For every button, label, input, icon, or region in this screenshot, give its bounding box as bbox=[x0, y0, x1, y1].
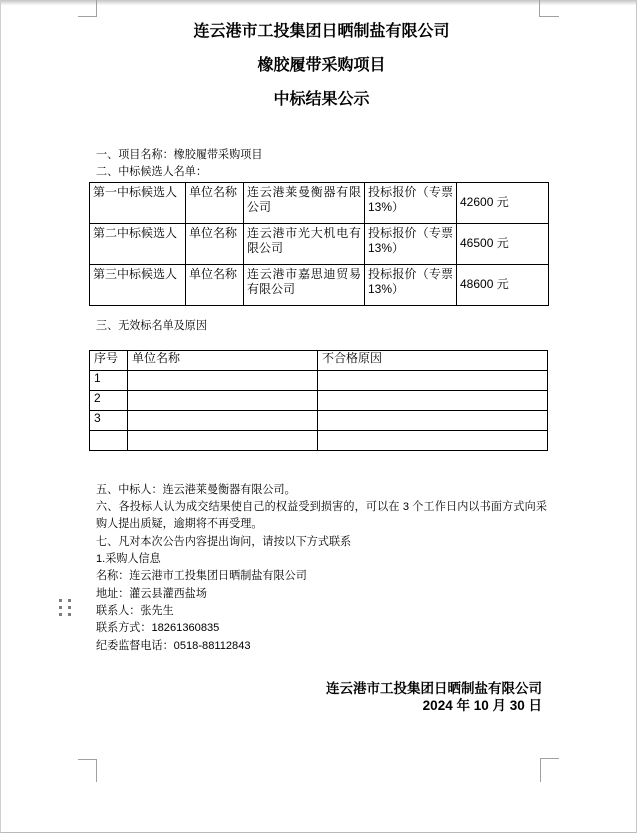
contact-phone: 联系方式：18261360835 bbox=[96, 622, 220, 635]
contact-address: 地址：灌云县灌西盐场 bbox=[96, 587, 207, 600]
bid-price: 48600 元 bbox=[457, 264, 549, 305]
price-label: 投标报价（专票 13%） bbox=[365, 223, 457, 264]
price-label: 投标报价（专票 13%） bbox=[365, 182, 457, 223]
table-header-row bbox=[90, 350, 548, 370]
row-no: 2 bbox=[90, 390, 128, 410]
unit-label: 单位名称 bbox=[186, 223, 244, 264]
candidate-rank: 第二中标候选人 bbox=[90, 223, 186, 264]
candidate-rank: 第一中标候选人 bbox=[90, 182, 186, 223]
row-no bbox=[90, 430, 128, 450]
paragraph-anchor-handle[interactable] bbox=[58, 598, 71, 616]
document-content bbox=[93, 0, 547, 714]
crop-mark-bottom-left bbox=[78, 759, 97, 782]
anchor-dot bbox=[58, 605, 62, 609]
signature-date: 2024 年 10 月 30 日 bbox=[422, 698, 542, 714]
doc-title-project: 橡胶履带采购项目 bbox=[257, 57, 386, 74]
empty-cell bbox=[128, 410, 318, 430]
anchor-dot bbox=[67, 612, 71, 616]
table-row bbox=[90, 410, 548, 430]
col-header-reason: 不合格原因 bbox=[318, 350, 548, 370]
section-inquiry: 七、凡对本次公告内容提出询问，请按以下方式联系 bbox=[96, 535, 352, 548]
table-row bbox=[90, 182, 549, 223]
empty-cell bbox=[128, 390, 318, 410]
signature-company: 连云港市工投集团日晒制盐有限公司 bbox=[326, 680, 542, 696]
crop-mark-top-left bbox=[78, 0, 97, 17]
row-no: 1 bbox=[90, 370, 128, 390]
empty-cell bbox=[318, 410, 548, 430]
anchor-dot bbox=[67, 598, 71, 602]
anchor-dot bbox=[58, 612, 62, 616]
bid-price: 42600 元 bbox=[457, 182, 549, 223]
section-project-name: 一、项目名称：橡胶履带采购项目 bbox=[96, 149, 263, 161]
buyer-info-heading: 1.采购人信息 bbox=[96, 553, 161, 566]
contact-person: 联系人：张先生 bbox=[96, 604, 174, 617]
crop-mark-bottom-right bbox=[540, 758, 559, 782]
section-objection-notice: 六、各投标人认为成交结果使自己的权益受到损害的，可以在 3 个工作日内以书面方式向采购人提出质疑，逾期将不再受理。 bbox=[96, 501, 547, 531]
empty-cell bbox=[318, 370, 548, 390]
row-no: 3 bbox=[90, 410, 128, 430]
section-invalid-bids-heading: 三、无效标名单及原因 bbox=[96, 319, 207, 332]
company-name: 连云港莱曼衡器有限公司 bbox=[244, 182, 365, 223]
contact-name: 名称：连云港市工投集团日晒制盐有限公司 bbox=[96, 570, 307, 583]
col-header-unit: 单位名称 bbox=[128, 350, 318, 370]
table-row bbox=[90, 223, 549, 264]
price-label: 投标报价（专票 13%） bbox=[365, 264, 457, 305]
empty-cell bbox=[318, 390, 548, 410]
doc-title-announcement: 中标结果公示 bbox=[273, 91, 370, 108]
section-winner: 五、中标人：连云港莱曼衡器有限公司。 bbox=[96, 483, 296, 496]
unit-label: 单位名称 bbox=[186, 264, 244, 305]
signature-block bbox=[96, 680, 547, 715]
empty-cell bbox=[318, 430, 548, 450]
anchor-dot bbox=[67, 605, 71, 609]
table-row bbox=[90, 430, 548, 450]
candidates-table bbox=[89, 182, 549, 306]
doc-title-company: 连云港市工投集团日晒制盐有限公司 bbox=[193, 23, 450, 40]
candidate-rank: 第三中标候选人 bbox=[90, 264, 186, 305]
company-name: 连云港市嘉思迪贸易有限公司 bbox=[244, 264, 365, 305]
table-row bbox=[90, 370, 548, 390]
section-candidates-heading: 二、中标候选人名单： bbox=[96, 166, 207, 179]
supervision-phone: 纪委监督电话：0518-88112843 bbox=[96, 639, 251, 652]
empty-cell bbox=[128, 370, 318, 390]
bid-price: 46500 元 bbox=[457, 223, 549, 264]
col-header-no: 序号 bbox=[90, 350, 128, 370]
invalid-bids-table bbox=[89, 350, 548, 451]
table-row bbox=[90, 264, 549, 305]
table-row bbox=[90, 390, 548, 410]
anchor-dot bbox=[58, 598, 62, 602]
unit-label: 单位名称 bbox=[186, 182, 244, 223]
empty-cell bbox=[128, 430, 318, 450]
company-name: 连云港市光大机电有限公司 bbox=[244, 223, 365, 264]
